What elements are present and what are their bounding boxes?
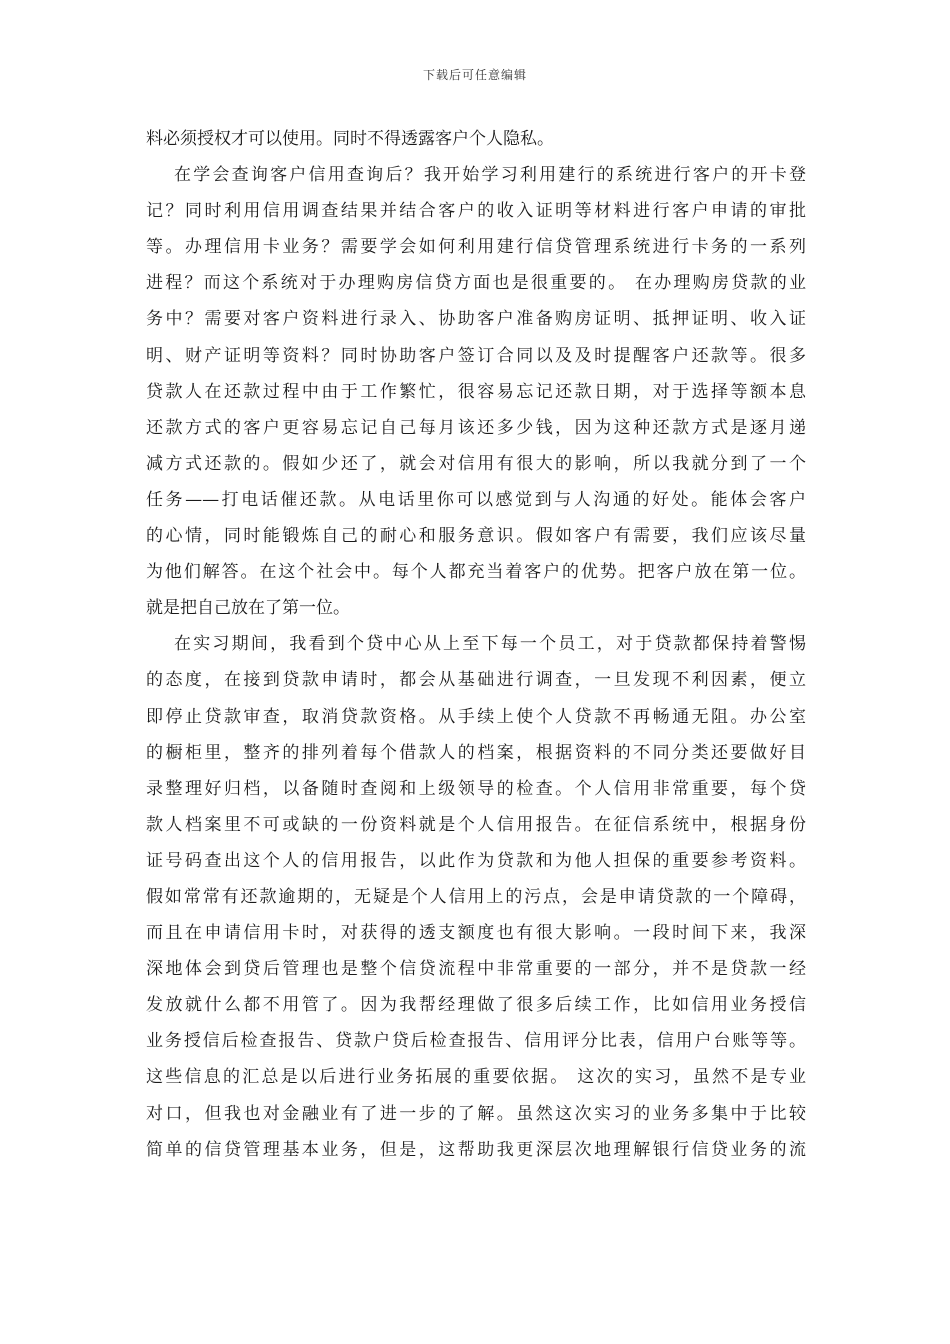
text-line: 对口，但我也对金融业有了进一步的了解。虽然这次实习的业务多集中于比较 (146, 1103, 806, 1124)
text-line: 而且在申请信用卡时，对获得的透支额度也有很大影响。一段时间下来，我深 (146, 923, 806, 944)
text-line: 务中？需要对客户资料进行录入、协助客户准备购房证明、抵押证明、收入证 (146, 309, 806, 330)
text-line: 业务授信后检查报告、贷款户贷后检查报告、信用评分比表，信用户台账等等。 (146, 1031, 806, 1052)
text-line: 这些信息的汇总是以后进行业务拓展的重要依据。 这次的实习，虽然不是专业 (146, 1067, 806, 1088)
text-line: 明、财产证明等资料？同时协助客户签订合同以及及时提醒客户还款等。很多 (146, 345, 806, 366)
text-line: 证号码查出这个人的信用报告，以此作为贷款和为他人担保的重要参考资料。 (146, 850, 806, 871)
text-line: 等。办理信用卡业务？需要学会如何利用建行信贷管理系统进行卡务的一系列 (146, 237, 806, 258)
text-line: 在学会查询客户信用查询后？我开始学习利用建行的系统进行客户的开卡登 (174, 165, 806, 186)
page-header: 下载后可任意编辑 (422, 68, 527, 82)
document-body (146, 121, 806, 1168)
text-line: 的橱柜里，整齐的排列着每个借款人的档案，根据资料的不同分类还要做好目 (146, 742, 806, 763)
text-line: 假如常常有还款逾期的，无疑是个人信用上的污点，会是申请贷款的一个障碍， (146, 886, 806, 907)
text-line: 深地体会到贷后管理也是整个信贷流程中非常重要的一部分，并不是贷款一经 (146, 959, 806, 980)
text-line: 记？同时利用信用调查结果并结合客户的收入证明等材料进行客户申请的审批 (146, 201, 806, 222)
text-line: 录整理好归档，以备随时查阅和上级领导的检查。个人信用非常重要，每个贷 (146, 778, 806, 799)
text-line: 还款方式的客户更容易忘记自己每月该还多少钱，因为这种还款方式是逐月递 (146, 417, 806, 438)
text-line: 进程？而这个系统对于办理购房信贷方面也是很重要的。 在办理购房贷款的业 (146, 273, 806, 294)
text-line: 的心情，同时能锻炼自己的耐心和服务意识。假如客户有需要，我们应该尽量 (146, 526, 806, 547)
text-line: 的态度，在接到贷款申请时，都会从基础进行调查，一旦发现不利因素，便立 (146, 670, 806, 691)
text-line: 减方式还款的。假如少还了，就会对信用有很大的影响，所以我就分到了一个 (146, 453, 806, 474)
text-line: 就是把自己放在了第一位。 (146, 598, 350, 619)
text-line: 简单的信贷管理基本业务，但是，这帮助我更深层次地理解银行信贷业务的流 (146, 1139, 806, 1160)
text-line: 任务——打电话催还款。从电话里你可以感觉到与人沟通的好处。能体会客户 (146, 489, 806, 510)
text-line: 贷款人在还款过程中由于工作繁忙，很容易忘记还款日期，对于选择等额本息 (146, 381, 806, 402)
text-line: 料必须授权才可以使用。同时不得透露客户个人隐私。 (146, 129, 554, 149)
text-line: 款人档案里不可或缺的一份资料就是个人信用报告。在征信系统中，根据身份 (146, 814, 806, 835)
text-line: 为他们解答。在这个社会中。每个人都充当着客户的优势。把客户放在第一位。 (146, 562, 806, 583)
text-line: 在实习期间，我看到个贷中心从上至下每一个员工，对于贷款都保持着警惕 (174, 634, 806, 655)
text-line: 发放就什么都不用管了。因为我帮经理做了很多后续工作，比如信用业务授信 (146, 995, 806, 1016)
text-line: 即停止贷款审查，取消贷款资格。从手续上使个人贷款不再畅通无阻。办公室 (146, 706, 806, 727)
